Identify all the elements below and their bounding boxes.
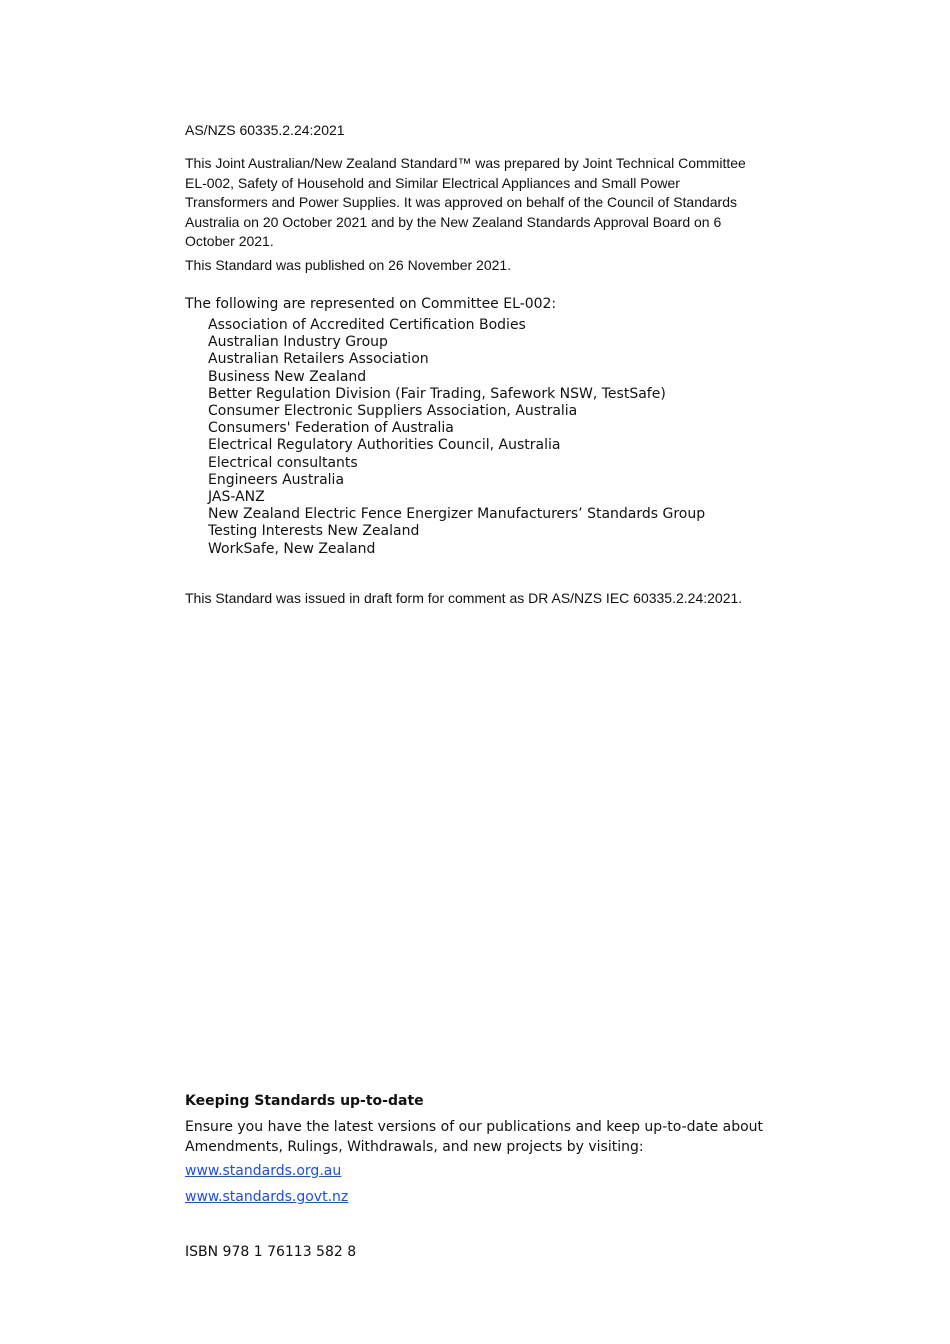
publication-date: This Standard was published on 26 November 2021. — [185, 257, 512, 273]
standards-nz-link[interactable]: www.standards.govt.nz — [185, 1189, 349, 1205]
list-item: Electrical consultants — [208, 454, 358, 471]
list-item: Electrical Regulatory Authorities Council, Australia — [208, 437, 561, 454]
draft-note: This Standard was issued in draft form for comment as DR AS/NZS IEC 60335.2.24:2021. — [185, 590, 743, 606]
list-item: Australian Industry Group — [208, 334, 388, 351]
list-item: Testing Interests New Zealand — [208, 523, 420, 540]
committee-heading: The following are represented on Committee EL-002: — [185, 296, 557, 312]
updates-text: Ensure you have the latest versions of our publications and keep up-to-date about Amendments, Rulings, Withdrawals, and new projects by visiting: — [185, 1119, 764, 1155]
list-item: New Zealand Electric Fence Energizer Manufacturers’ Standards Group — [208, 506, 706, 523]
list-item: Business New Zealand — [208, 368, 367, 385]
list-item: JAS-ANZ — [208, 489, 265, 506]
list-item: Australian Retailers Association — [208, 351, 429, 368]
list-item: Consumers' Federation of Australia — [208, 420, 454, 437]
list-item: Consumer Electronic Suppliers Association, Australia — [208, 403, 578, 420]
committee-members-list — [185, 317, 705, 558]
list-item: Association of Accredited Certification Bodies — [208, 317, 526, 333]
list-item: WorkSafe, New Zealand — [208, 540, 376, 557]
intro-paragraph: This Joint Australian/New Zealand Standard™ was prepared by Joint Technical Committee EL-002, Safety of Household and Similar Electrical Appliances and Small Power Transformers and Power Supplies. It was approved on behalf of the Council of Standards Australia on 20 October 2021 and by the New Zealand Standards Approval Board on 6 October 2021. — [185, 155, 746, 249]
updates-heading: Keeping Standards up-to-date — [185, 1093, 424, 1109]
list-item: Engineers Australia — [208, 471, 345, 488]
document-id: AS/NZS 60335.2.24:2021 — [185, 122, 345, 138]
list-item: Better Regulation Division (Fair Trading, Safework NSW, TestSafe) — [208, 385, 666, 402]
isbn: ISBN 978 1 76113 582 8 — [185, 1244, 357, 1260]
standards-au-link[interactable]: www.standards.org.au — [185, 1163, 342, 1179]
